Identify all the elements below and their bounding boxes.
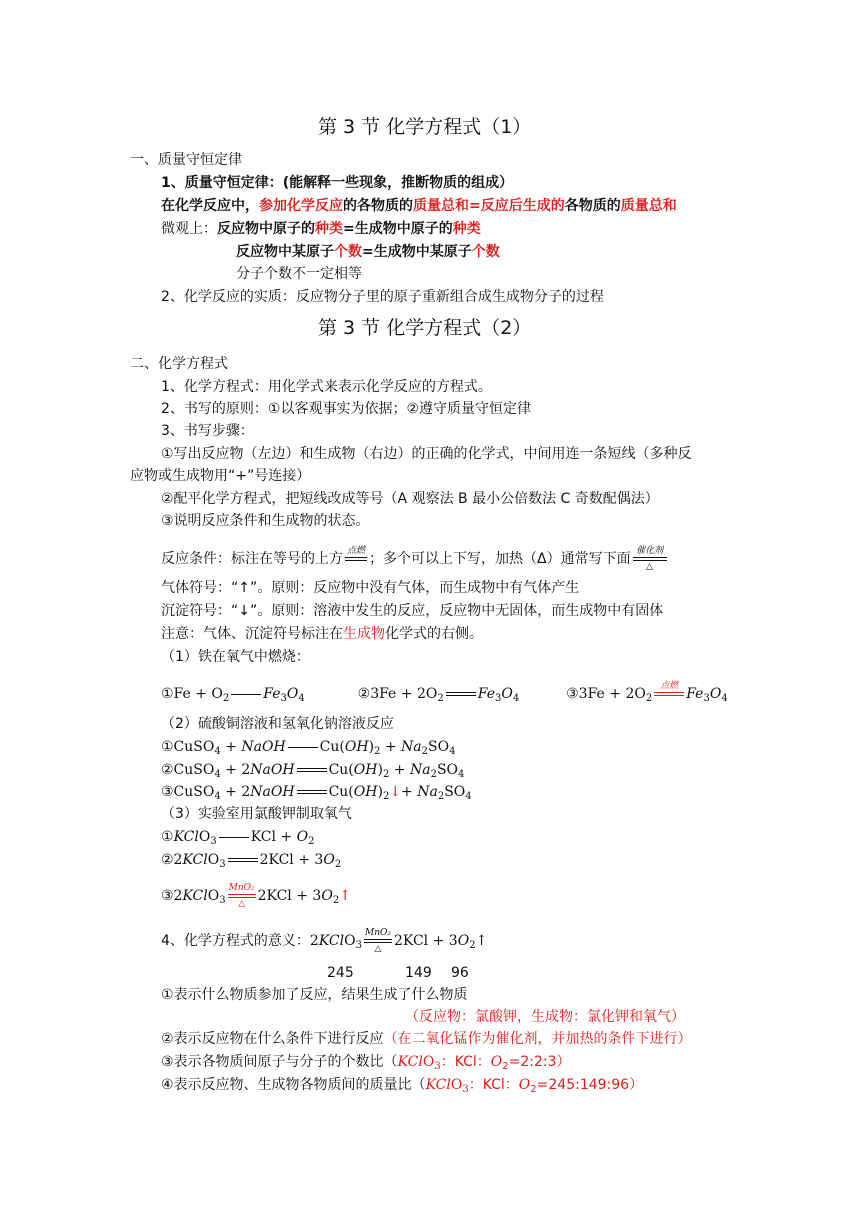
meaning-2: ②表示反应物在什么条件下进行反应（在二氧化锰作为催化剂，并加热的条件下进行） <box>161 1031 692 1047</box>
chlorate-eq-1: ①KClO$_3$ KCl + $O_2$ <box>161 829 315 847</box>
section-title-2: 第 3 节 化学方程式（2） <box>318 317 532 339</box>
mass-149: 149 <box>405 965 432 981</box>
reaction-conditions: 反应条件：标注在等号的上方 点燃 ；多个可以上下写，加热（Δ）通常写下面 催化剂 △ <box>161 549 669 569</box>
meaning-1: ①表示什么物质参加了反应，结果生成了什么物质 <box>161 987 468 1003</box>
reaction-essence: 2、化学反应的实质：反应物分子里的原子重新组合成生成物分子的过程 <box>161 289 604 305</box>
meaning-1-answer: （反应物：氯酸钾，生成物：氯化钾和氧气） <box>405 1009 685 1025</box>
iron-equations: ①Fe + $O_2$ $Fe_3O_4$ ②3Fe + $2O_2$ $Fe_3O_4$ ③3Fe + $2O_2$ 点燃 $Fe_3O_4$ <box>161 681 728 704</box>
copper-eq-2: ②CuSO$_4$ + 2NaOH $Cu(OH)_2 + Na_2SO_4$ <box>161 762 465 780</box>
law-molecules: 分子个数不一定相等 <box>236 266 362 282</box>
example-3-label: （3）实验室用氯酸钾制取氧气 <box>161 806 352 822</box>
eq-principles: 2、书写的原则：①以客观事实为依据；②遵守质量守恒定律 <box>161 401 532 417</box>
step-3: ③说明反应条件和生成物的状态。 <box>161 513 370 529</box>
example-2-label: （2）硫酸铜溶液和氢氧化钠溶液反应 <box>161 716 394 732</box>
section-title-1: 第 3 节 化学方程式（1） <box>318 116 532 138</box>
step-2: ②配平化学方程式，把短线改成等号（A 观察法 B 最小公倍数法 C 奇数配偶法） <box>161 491 659 507</box>
law-micro: 微观上：反应物中原子的种类=生成物中原子的种类 <box>161 221 481 237</box>
law-micro-count: 反应物中某原子个数=生成物中某原子个数 <box>236 244 500 260</box>
example-1-label: （1）铁在氧气中燃烧： <box>161 649 310 665</box>
law-macro: 在化学反应中，参加化学反应的各物质的质量总和=反应后生成的各物质的质量总和 <box>161 198 677 214</box>
mass-96: 96 <box>451 965 469 981</box>
meaning-3: ③表示各物质间原子与分子的个数比（KClO$_3$：KCl：$O_2=2:2:3$） <box>161 1054 571 1072</box>
mass-245: 245 <box>327 965 354 981</box>
heading-1: 一、质量守恒定律 <box>130 152 242 168</box>
meaning-4: ④表示反应物、生成物各物质间的质量比（KClO$_3$：KCl：$O_2=245:149:96$） <box>161 1077 644 1095</box>
law-definition: 1、质量守恒定律：(能解释一些现象，推断物质的组成） <box>161 175 514 191</box>
step-1-cont: 应物或生成物用“+”号连接） <box>130 468 311 484</box>
gas-symbol-rule: 气体符号：“↑”。原则：反应物中没有气体，而生成物中有气体产生 <box>161 580 580 596</box>
step-1: ①写出反应物（左边）和生成物（右边）的正确的化学式，中间用连一条短线（多种反 <box>161 446 692 462</box>
eq-meaning: 4、化学方程式的意义：2KClO$_3$ MnO₂ △ $2KCl + 3O_2↑$ <box>161 928 488 954</box>
precipitate-symbol-rule: 沉淀符号：“↓”。原则：溶液中发生的反应，反应物中无固体，而生成物中有固体 <box>161 603 664 619</box>
eq-steps: 3、书写步骤： <box>161 423 254 439</box>
symbol-note: 注意：气体、沉淀符号标注在生成物化学式的右侧。 <box>161 626 483 642</box>
heading-2: 二、化学方程式 <box>130 356 228 372</box>
copper-eq-3: ③CuSO$_4$ + 2NaOH $Cu(OH)_2↓+ Na_2SO_4$ <box>161 784 472 802</box>
copper-eq-1: ①CuSO$_4$ + NaOH $Cu(OH)_2 + Na_2SO_4$ <box>161 739 456 757</box>
eq-definition: 1、化学方程式：用化学式来表示化学反应的方程式。 <box>161 379 492 395</box>
chlorate-eq-2: ②2KClO$_3$ $2KCl + 3O_2$ <box>161 852 342 870</box>
chlorate-eq-3: ③2KClO$_3$ MnO₂ △ $2KCl + 3O_2↑$ <box>161 883 351 909</box>
